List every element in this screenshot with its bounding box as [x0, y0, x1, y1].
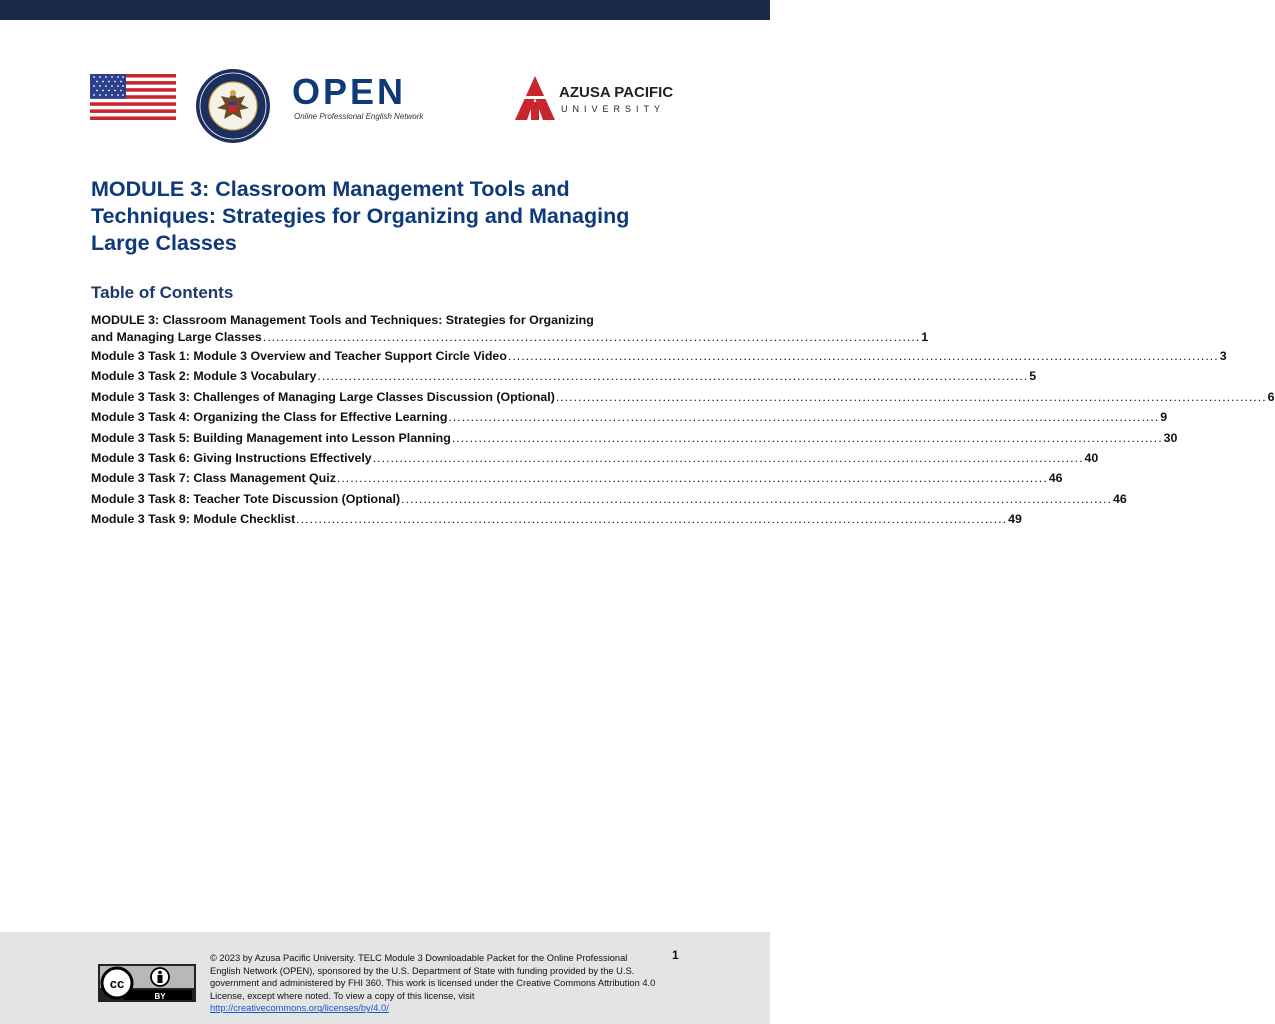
license-link[interactable]: http://creativecommons.org/licenses/by/4.0/ [210, 1003, 389, 1014]
toc-dot-leader: ................................................................................................................................................................ [336, 471, 1048, 486]
azusa-pacific-mark-icon [515, 76, 555, 120]
toc-entry-label: Module 3 Task 8: Teacher Tote Discussion (Optional) [91, 491, 401, 506]
toc-entry-label: Module 3 Task 4: Organizing the Class for Effective Learning [91, 410, 448, 425]
toc-entry-page: 9 [1160, 410, 1168, 425]
toc-entry-label: Module 3 Task 9: Module Checklist [91, 512, 296, 527]
toc-entry-label: Module 3 Task 1: Module 3 Overview and Teacher Support Circle Video [91, 349, 507, 363]
toc-dot-leader: ................................................................................................................................................................ [448, 410, 1160, 425]
logo-row [0, 68, 770, 128]
toc-entry-label: Module 3 Task 5: Building Management into Lesson Planning [91, 430, 451, 445]
table-of-contents [91, 312, 1275, 530]
toc-entry[interactable] [91, 387, 1275, 407]
toc-entry-page: 1 [921, 330, 929, 344]
azusa-pacific-logo [515, 74, 695, 124]
top-color-band [0, 0, 770, 20]
page-number: 1 [672, 948, 679, 962]
svg-text:cc: cc [109, 976, 125, 991]
toc-entry-label: Module 3 Task 6: Giving Instructions Effectively [91, 451, 372, 466]
toc-entry-page: 46 [1048, 471, 1063, 486]
toc-entry[interactable] [91, 468, 1063, 488]
toc-entry-label: Module 3 Task 7: Class Management Quiz [91, 471, 336, 486]
toc-entry-label: Module 3 Task 2: Module 3 Vocabulary [91, 369, 317, 384]
toc-entry-page: 49 [1008, 512, 1022, 527]
toc-dot-leader: ................................................................................................................................................................ [401, 491, 1112, 506]
cc-by-label: BY [154, 992, 166, 1001]
toc-entry-label: Module 3 Task 3: Challenges of Managing Large Classes Discussion (Optional) [91, 389, 555, 404]
us-flag-icon [90, 74, 176, 120]
toc-entry-list [91, 346, 1275, 530]
toc-entry-page: 46 [1112, 491, 1127, 506]
department-of-state-seal-icon [195, 68, 271, 144]
toc-entry-page: 6 [1267, 389, 1275, 404]
toc-entry-page: 3 [1219, 349, 1227, 363]
document-title: MODULE 3: Classroom Management Tools and Techniques: Strategies for Organizing and Managing Large Classes [91, 177, 630, 255]
open-logo [292, 72, 432, 124]
toc-entry-page: 40 [1084, 451, 1099, 466]
footer-license-statement: © 2023 by Azusa Pacific University. TELC Module 3 Downloadable Packet for the Online Professional English Network (OPEN), sponsored by the U.S. Department of State with funding provided by the U.S. government and administered by FHI 360. This work is licensed under the Creative Commons Attribution 4.0 License, except where noted. To view a copy of this license, visit [210, 953, 656, 1001]
toc-entry-page: 30 [1163, 430, 1178, 445]
toc-entry-line2: and Managing Large Classes [91, 330, 262, 344]
toc-entry[interactable] [91, 428, 1178, 448]
cc-by-license-badge-icon [98, 964, 196, 1002]
toc-entry[interactable] [91, 366, 1037, 386]
toc-entry[interactable] [91, 407, 1168, 427]
toc-entry[interactable] [91, 489, 1127, 509]
open-logo-wordmark: OPEN [292, 71, 407, 112]
toc-entry[interactable] [91, 448, 1099, 468]
toc-dot-leader: ................................................................................................................................................................ [296, 512, 1008, 527]
toc-entry-line1: MODULE 3: Classroom Management Tools and Techniques: Strategies for Organizing [91, 313, 594, 327]
toc-entry[interactable] [91, 346, 1227, 366]
toc-entry-module-3[interactable] [91, 312, 929, 346]
toc-dot-leader: ................................................................................................................................................................ [451, 430, 1163, 445]
open-logo-subtitle: Online Professional English Network [294, 112, 424, 121]
toc-dot-leader: .................................................................................................................................................... [262, 330, 921, 344]
toc-dot-leader: ................................................................................................................................................................ [317, 369, 1029, 384]
toc-dot-leader: ................................................................................................................................................................ [372, 451, 1084, 466]
toc-entry-page: 5 [1029, 369, 1037, 384]
toc-entry[interactable] [91, 509, 1022, 529]
footer-license-text [210, 952, 660, 1015]
apu-university: UNIVERSITY [561, 104, 666, 114]
apu-name: AZUSA PACIFIC [559, 84, 674, 101]
toc-dot-leader: ................................................................................................................................................................ [555, 389, 1267, 404]
toc-dot-leader: ................................................................................................................................................................ [507, 349, 1219, 363]
toc-heading: Table of Contents [91, 283, 234, 302]
page-footer [0, 932, 770, 1024]
